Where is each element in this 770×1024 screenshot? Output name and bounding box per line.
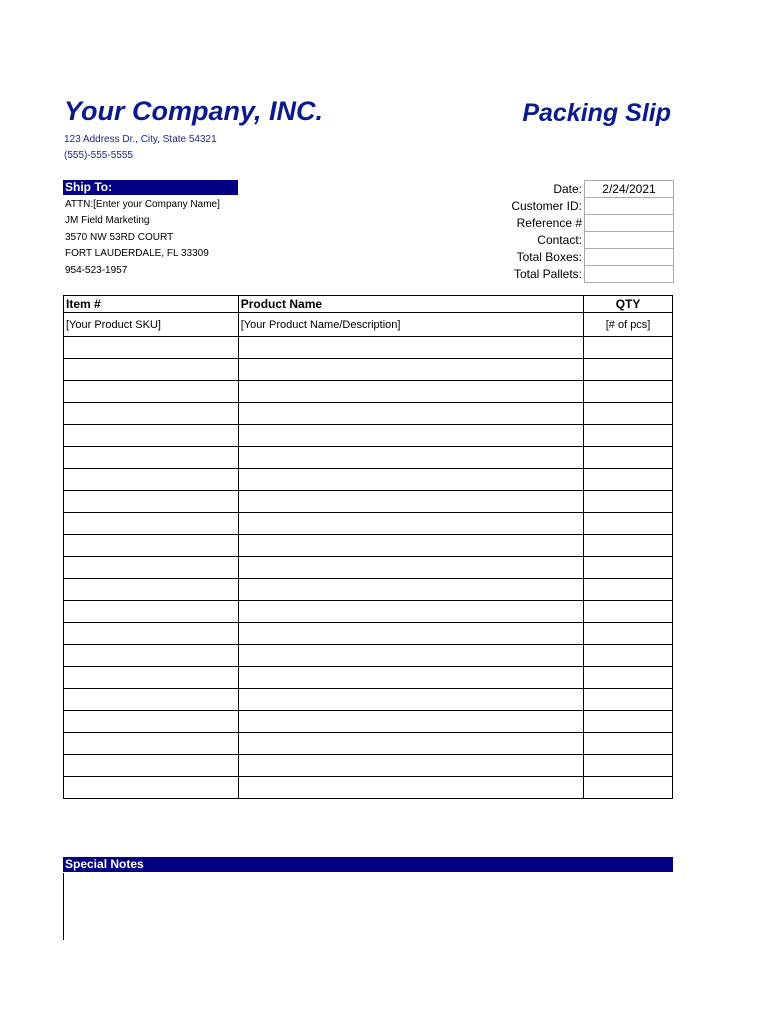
table-row [64, 313, 673, 337]
qty-cell[interactable] [584, 733, 673, 755]
item-sku-cell[interactable] [64, 733, 239, 755]
company-address: 123 Address Dr., City, State 54321 [64, 134, 217, 145]
ship-to-line: ATTN:[Enter your Company Name] [65, 199, 220, 210]
table-row [64, 579, 673, 601]
qty-cell[interactable] [584, 359, 673, 381]
qty-cell[interactable] [584, 469, 673, 491]
item-sku-cell[interactable] [64, 447, 239, 469]
table-row [64, 755, 673, 777]
table-row [64, 381, 673, 403]
meta-row [470, 198, 674, 215]
table-row [64, 623, 673, 645]
meta-row [470, 249, 674, 266]
table-row [64, 425, 673, 447]
item-sku-cell[interactable] [64, 755, 239, 777]
table-row [64, 491, 673, 513]
meta-label: Total Boxes: [516, 250, 582, 264]
date-field[interactable]: 2/24/2021 [585, 181, 674, 198]
meta-row [470, 181, 674, 198]
product-name-cell[interactable]: [Your Product Name/Description] [238, 313, 583, 337]
item-sku-cell[interactable] [64, 381, 239, 403]
product-name-cell[interactable] [238, 733, 583, 755]
item-sku-cell[interactable] [64, 689, 239, 711]
column-header-product: Product Name [238, 296, 583, 313]
item-sku-cell[interactable] [64, 535, 239, 557]
meta-label: Reference # [516, 216, 582, 230]
table-row [64, 469, 673, 491]
meta-label: Customer ID: [511, 199, 582, 213]
meta-label: Total Pallets: [513, 267, 582, 281]
table-row [64, 359, 673, 381]
qty-cell[interactable] [584, 535, 673, 557]
qty-cell[interactable] [584, 711, 673, 733]
table-row [64, 689, 673, 711]
qty-cell[interactable] [584, 381, 673, 403]
product-name-cell[interactable] [238, 777, 583, 799]
items-header-row [64, 296, 673, 313]
qty-cell[interactable] [584, 689, 673, 711]
qty-cell[interactable] [584, 755, 673, 777]
item-sku-cell[interactable] [64, 337, 239, 359]
qty-cell[interactable] [584, 403, 673, 425]
qty-cell[interactable] [584, 667, 673, 689]
items-table [63, 295, 673, 799]
notes-border [63, 873, 64, 940]
item-sku-cell[interactable] [64, 645, 239, 667]
table-row [64, 337, 673, 359]
product-name-cell[interactable] [238, 535, 583, 557]
item-sku-cell[interactable] [64, 711, 239, 733]
ship-to-line: JM Field Marketing [65, 215, 150, 226]
total-pallets-field[interactable] [585, 266, 674, 283]
product-name-cell[interactable] [238, 645, 583, 667]
qty-cell[interactable] [584, 491, 673, 513]
item-sku-cell[interactable] [64, 557, 239, 579]
total-boxes-field[interactable] [585, 249, 674, 266]
item-sku-cell[interactable] [64, 359, 239, 381]
product-name-cell[interactable] [238, 601, 583, 623]
product-name-cell[interactable] [238, 623, 583, 645]
table-row [64, 447, 673, 469]
item-sku-cell[interactable] [64, 579, 239, 601]
qty-cell[interactable] [584, 425, 673, 447]
table-row [64, 557, 673, 579]
table-row [64, 777, 673, 799]
product-name-cell[interactable] [238, 513, 583, 535]
qty-cell[interactable] [584, 601, 673, 623]
table-row [64, 645, 673, 667]
item-sku-cell[interactable] [64, 491, 239, 513]
meta-row [470, 215, 674, 232]
table-row [64, 667, 673, 689]
table-row [64, 601, 673, 623]
item-sku-cell[interactable] [64, 601, 239, 623]
product-name-cell[interactable] [238, 667, 583, 689]
product-name-cell[interactable] [238, 491, 583, 513]
ship-to-header: Ship To: [63, 180, 238, 195]
qty-cell[interactable] [584, 777, 673, 799]
order-meta-table [470, 180, 674, 283]
product-name-cell[interactable] [238, 381, 583, 403]
product-name-cell[interactable] [238, 447, 583, 469]
meta-row [470, 266, 674, 283]
qty-cell[interactable] [584, 337, 673, 359]
product-name-cell[interactable] [238, 557, 583, 579]
company-phone: (555)-555-5555 [64, 150, 133, 161]
product-name-cell[interactable] [238, 469, 583, 491]
item-sku-cell[interactable] [64, 777, 239, 799]
product-name-cell[interactable] [238, 337, 583, 359]
table-row [64, 535, 673, 557]
product-name-cell[interactable] [238, 579, 583, 601]
customer-id-field[interactable] [585, 198, 674, 215]
qty-cell[interactable] [584, 557, 673, 579]
column-header-item: Item # [64, 296, 239, 313]
meta-label: Date: [553, 182, 582, 196]
table-row [64, 513, 673, 535]
product-name-cell[interactable] [238, 403, 583, 425]
ship-to-line: 954-523-1957 [65, 265, 128, 276]
item-sku-cell[interactable] [64, 667, 239, 689]
table-row [64, 403, 673, 425]
item-sku-cell[interactable]: [Your Product SKU] [64, 313, 239, 337]
qty-cell[interactable]: [# of pcs] [584, 313, 673, 337]
item-sku-cell[interactable] [64, 425, 239, 447]
contact-field[interactable] [585, 232, 674, 249]
item-sku-cell[interactable] [64, 403, 239, 425]
ship-to-line: FORT LAUDERDALE, FL 33309 [65, 248, 209, 259]
document-title: Packing Slip [522, 99, 671, 127]
table-row [64, 733, 673, 755]
item-sku-cell[interactable] [64, 469, 239, 491]
item-sku-cell[interactable] [64, 513, 239, 535]
product-name-cell[interactable] [238, 755, 583, 777]
item-sku-cell[interactable] [64, 623, 239, 645]
product-name-cell[interactable] [238, 359, 583, 381]
ship-to-line: 3570 NW 53RD COURT [65, 232, 174, 243]
special-notes-header: Special Notes [63, 857, 673, 872]
qty-cell[interactable] [584, 579, 673, 601]
qty-cell[interactable] [584, 645, 673, 667]
reference-field[interactable] [585, 215, 674, 232]
qty-cell[interactable] [584, 623, 673, 645]
table-row [64, 711, 673, 733]
product-name-cell[interactable] [238, 425, 583, 447]
product-name-cell[interactable] [238, 711, 583, 733]
meta-row [470, 232, 674, 249]
product-name-cell[interactable] [238, 689, 583, 711]
qty-cell[interactable] [584, 447, 673, 469]
column-header-qty: QTY [584, 296, 673, 313]
meta-label: Contact: [537, 233, 582, 247]
qty-cell[interactable] [584, 513, 673, 535]
company-name: Your Company, INC. [64, 96, 324, 126]
